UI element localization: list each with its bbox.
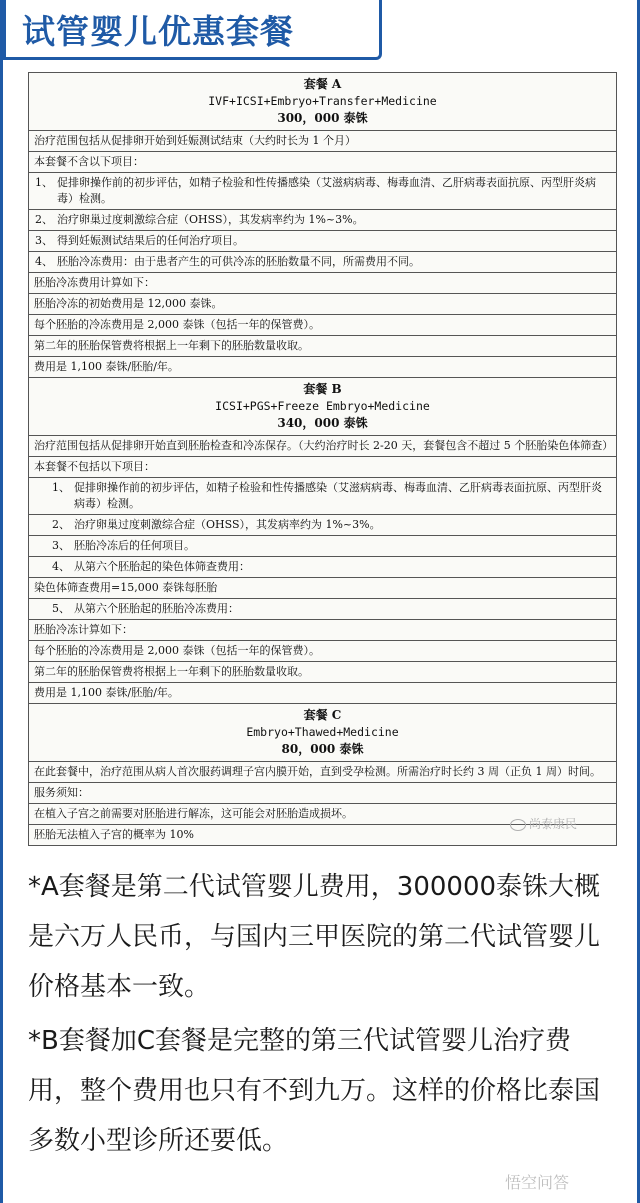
document-watermark	[510, 815, 577, 832]
package-b-exclusions-heading: 本套餐不包括以下项目：	[29, 457, 616, 478]
package-b-header	[29, 378, 616, 436]
package-b-fee-row: 费用是 1,100 泰铢/胚胎/年。	[29, 683, 616, 704]
site-watermark	[505, 1170, 569, 1193]
package-a-scope: 治疗范围包括从促排卵开始到妊娠测试结束（大约时长为 1 个月）	[29, 131, 616, 152]
package-b-screening-fee: 染色体筛查费用=15,000 泰铢每胚胎	[29, 578, 616, 599]
site-watermark-text: 悟空问答	[505, 1173, 570, 1192]
package-b-item	[29, 536, 616, 557]
item-number: 2、	[52, 518, 70, 531]
item-number: 4、	[35, 255, 53, 268]
package-c-notice-row: 胚胎无法植入子宫的概率为 10%	[34, 828, 194, 841]
package-b-price: 340，000 泰铢	[277, 416, 368, 430]
item-text: 得到妊娠测试结果后的任何治疗项目。	[57, 234, 244, 247]
package-b-combo: ICSI+PGS+Freeze Embryo+Medicine	[215, 399, 430, 413]
package-b-fee-row: 胚胎冷冻计算如下：	[29, 620, 616, 641]
item-number: 4、	[52, 560, 70, 573]
package-b-item	[29, 557, 616, 578]
title-banner	[0, 0, 382, 60]
price-table-document	[28, 72, 617, 846]
item-text: 胚胎冷冻费用：由于患者产生的可供冷冻的胚胎数量不同，所需费用不同。	[57, 255, 420, 268]
package-a-combo: IVF+ICSI+Embryo+Transfer+Medicine	[208, 94, 437, 108]
package-c-combo: Embryo+Thawed+Medicine	[246, 725, 399, 739]
package-b-name: 套餐 B	[303, 382, 342, 396]
package-c-notice-row: 在植入子宫之前需要对胚胎进行解冻，这可能会对胚胎造成损坏。	[29, 804, 616, 825]
package-a-item	[29, 231, 616, 252]
note-paragraph: *A套餐是第二代试管婴儿费用，300000泰铢大概是六万人民币，与国内三甲医院的第二代试管婴儿价格基本一致。	[28, 872, 601, 1002]
package-c-notice-heading: 服务须知：	[29, 783, 616, 804]
package-c-name: 套餐 C	[303, 708, 342, 722]
item-number: 2、	[35, 213, 53, 226]
item-text: 治疗卵巢过度刺激综合症（OHSS），其发病率约为 1%~3%。	[57, 213, 364, 226]
document-watermark-text: 尚泰康民	[529, 817, 578, 831]
package-c-header	[29, 704, 616, 762]
title-accent-bar	[0, 0, 6, 60]
package-a-name: 套餐 A	[303, 77, 342, 91]
package-a-price: 300，000 泰铢	[277, 111, 368, 125]
item-number: 5、	[52, 602, 70, 615]
item-number: 3、	[52, 539, 70, 552]
package-b-fee-row: 每个胚胎的冷冻费用是 2,000 泰铢（包括一年的保管费）。	[29, 641, 616, 662]
package-a-item	[29, 210, 616, 231]
package-b-item	[29, 515, 616, 536]
item-number: 1、	[35, 176, 53, 189]
package-c-scope: 在此套餐中，治疗范围从病人首次服药调理子宫内膜开始，直到受孕检测。所需治疗时长约 3 周（正负 1 周）时间。	[29, 762, 616, 783]
item-text: 胚胎冷冻后的任何项目。	[74, 539, 195, 552]
package-b-fee-row: 第二年的胚胎保管费将根据上一年剩下的胚胎数量收取。	[29, 662, 616, 683]
wechat-icon	[510, 819, 526, 831]
package-a-item	[29, 252, 616, 273]
package-a-fee-row: 胚胎冷冻费用计算如下：	[29, 273, 616, 294]
package-a-item	[29, 173, 616, 210]
package-b-item	[29, 478, 616, 515]
item-number: 1、	[52, 481, 70, 494]
package-b-item	[29, 599, 616, 620]
package-a-exclusions-heading: 本套餐不含以下项目：	[29, 152, 616, 173]
package-a-fee-row: 第二年的胚胎保管费将根据上一年剩下的胚胎数量收取。	[29, 336, 616, 357]
package-a-header	[29, 73, 616, 131]
item-number: 3、	[35, 234, 53, 247]
package-b-scope: 治疗范围包括从促排卵开始直到胚胎检查和冷冻保存。（大约治疗时长 2-20 天，套餐包含不超过 5 个胚胎染色体筛查）	[29, 436, 616, 457]
commentary-notes	[28, 862, 618, 1170]
note-paragraph: *B套餐加C套餐是完整的第三代试管婴儿治疗费用，整个费用也只有不到九万。这样的价格比泰国多数小型诊所还要低。	[28, 1026, 601, 1156]
page-title: 试管婴儿优惠套餐	[22, 12, 294, 51]
package-a-fee-row: 费用是 1,100 泰铢/胚胎/年。	[29, 357, 616, 378]
item-text: 从第六个胚胎起的胚胎冷冻费用：	[74, 602, 239, 615]
package-c-price: 80，000 泰铢	[281, 742, 364, 756]
package-a-fee-row: 胚胎冷冻的初始费用是 12,000 泰铢。	[29, 294, 616, 315]
item-text: 促排卵操作前的初步评估，如精子检验和性传播感染（艾滋病病毒、梅毒血清、乙肝病毒表面抗原、丙型肝炎病毒）检测。	[57, 176, 596, 205]
item-text: 从第六个胚胎起的染色体筛查费用：	[74, 560, 250, 573]
item-text: 治疗卵巢过度刺激综合症（OHSS），其发病率约为 1%~3%。	[74, 518, 381, 531]
item-text: 促排卵操作前的初步评估，如精子检验和性传播感染（艾滋病病毒、梅毒血清、乙肝病毒表面抗原、丙型肝炎病毒）检测。	[74, 481, 602, 510]
package-a-fee-row: 每个胚胎的冷冻费用是 2,000 泰铢（包括一年的保管费）。	[29, 315, 616, 336]
